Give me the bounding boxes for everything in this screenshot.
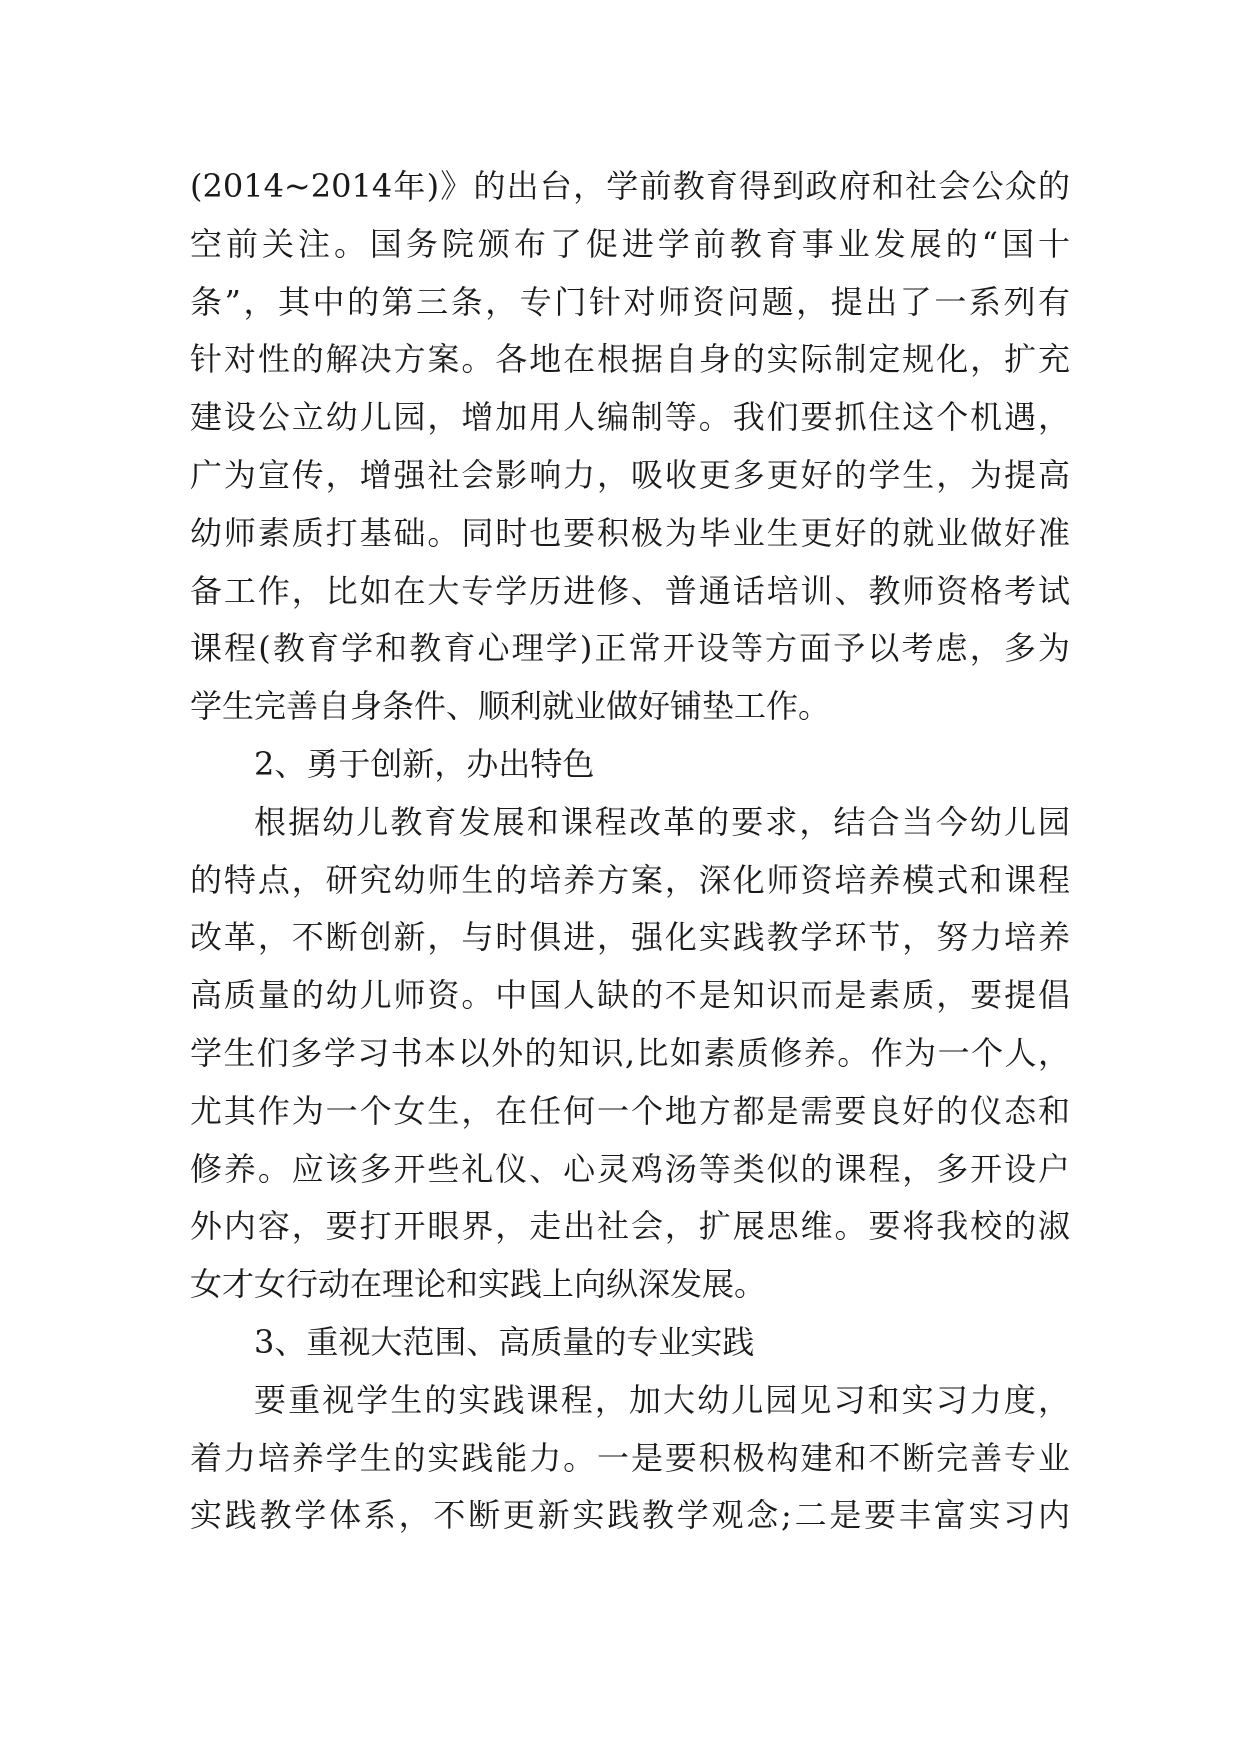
text-line: 广为宣传，增强社会影响力，吸收更多更好的学生，为提高 xyxy=(190,455,1070,494)
text-line: 根据幼儿教育发展和课程改革的要求，结合当今幼儿园 xyxy=(254,802,1070,841)
section-heading: 2、勇于创新，办出特色 xyxy=(254,744,595,783)
text-line: 尤其作为一个女生，在任何一个地方都是需要良好的仪态和 xyxy=(190,1091,1070,1130)
section-heading: 3、重视大范围、高质量的专业实践 xyxy=(254,1322,755,1361)
text-line: 条”，其中的第三条，专门针对师资问题，提出了一系列有 xyxy=(190,282,1070,321)
text-line: 要重视学生的实践课程，加大幼儿园见习和实习力度， xyxy=(254,1380,1070,1419)
text-line: 幼师素质打基础。同时也要积极为毕业生更好的就业做好准 xyxy=(190,513,1070,552)
text-line: 针对性的解决方案。各地在根据自身的实际制定规化，扩充 xyxy=(190,340,1070,379)
text-line: 空前关注。国务院颁布了促进学前教育事业发展的“国十 xyxy=(190,224,1070,263)
text-line: 学生完善自身条件、顺利就业做好铺垫工作。 xyxy=(190,687,831,726)
text-line: 着力培养学生的实践能力。一是要积极构建和不断完善专业 xyxy=(190,1438,1070,1477)
text-line: 学生们多学习书本以外的知识,比如素质修养。作为一个人， xyxy=(190,1033,1070,1072)
body-text xyxy=(190,158,1070,1545)
text-line: 高质量的幼儿师资。中国人缺的不是知识而是素质，要提倡 xyxy=(190,976,1070,1015)
text-line: 建设公立幼儿园，增加用人编制等。我们要抓住这个机遇， xyxy=(190,398,1070,437)
text-line: 修养。应该多开些礼仪、心灵鸡汤等类似的课程，多开设户 xyxy=(190,1149,1070,1188)
text-line: 外内容，要打开眼界，走出社会，扩展思维。要将我校的淑 xyxy=(190,1207,1070,1246)
text-line: 实践教学体系，不断更新实践教学观念;二是要丰富实习内 xyxy=(190,1496,1070,1535)
text-line: 改革，不断创新，与时俱进，强化实践教学环节，努力培养 xyxy=(190,918,1070,957)
text-line: 课程(教育学和教育心理学)正常开设等方面予以考虑，多为 xyxy=(190,629,1070,668)
text-line: 备工作，比如在大专学历进修、普通话培训、教师资格考试 xyxy=(190,571,1070,610)
text-line: 的特点，研究幼师生的培养方案，深化师资培养模式和课程 xyxy=(190,860,1070,899)
text-line: (2014~2014年)》的出台，学前教育得到政府和社会公众的 xyxy=(190,167,1070,205)
text-line: 女才女行动在理论和实践上向纵深发展。 xyxy=(190,1265,767,1304)
